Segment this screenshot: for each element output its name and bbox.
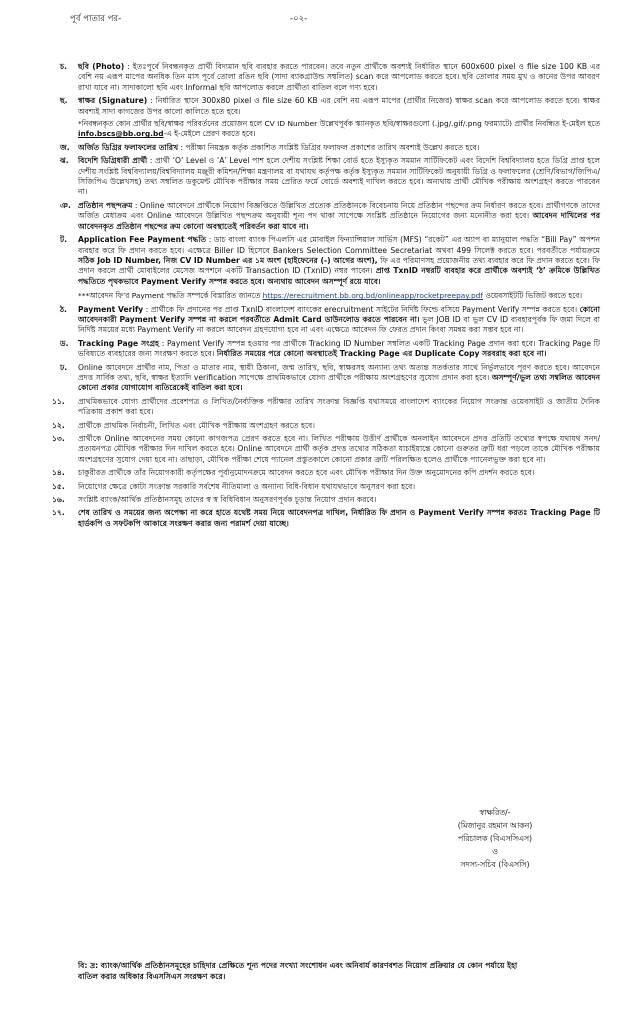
item-label: Application Fee Payment পদ্ধতি bbox=[78, 235, 207, 245]
item-marker: ঝ. bbox=[60, 156, 69, 166]
item-emphasis: আবেদন দাখিলের পর আবেদনকৃত প্রতিষ্ঠান পছন্দের ক্রম কোনো অবস্থাতেই পরিবর্তন করা যাবে না। bbox=[78, 211, 601, 231]
item-marker: ট. bbox=[60, 235, 68, 245]
item-label: স্বাক্ষর (Signature) bbox=[78, 96, 148, 106]
item-photo bbox=[52, 62, 600, 93]
item-marker: ছ. bbox=[60, 96, 68, 106]
item-documents bbox=[52, 434, 600, 465]
item-marker: ১৪. bbox=[52, 468, 65, 478]
signatory-title: পরিচালক (বিএসসিএস) bbox=[457, 834, 533, 843]
item-label: অর্জিত ডিগ্রির ফলাফলের তারিখ bbox=[78, 142, 179, 152]
item-text: : ডাচ বাংলা ব্যাংক পিএলসি এর মোবাইল ফিন্যান্সিয়াল সার্ভিস (MFS) “রকেট” এর অ্যাপ বা ম্যানুয়াল পদ্ধতি “Bill Pay” অপশন ব্যবহার করে ফি প্রদান করতে হবে। এক্ষেত্রে Biller ID হিসেবে Bankers Selection Committee Secretariat অথবা 499 সিলেক্ট করতে হবে। পরবর্তীতে পর্যায়ক্রমে bbox=[78, 235, 600, 255]
fee-payment-note bbox=[78, 291, 600, 301]
page-header bbox=[62, 12, 572, 26]
item-text: Online আবেদনে প্রার্থীর নাম, পিতা ও মাতার নাম, স্থায়ী ঠিকানা, জন্ম তারিখ, ছবি, স্বাক্ষরসহ অন্যান্য তথ্য অত্যন্ত সতর্কতার সাথে নির্ভুলভাবে পূরণ করতে হবে। আবেদনে প্রদত্ত সার্বিক তথ্য, ছবি, স্বাক্ষর ইত্যাদি verification সাপেক্ষে প্রাথমিকভাবে যোগ্য প্রার্থীকে পরীক্ষায় অংশগ্রহণের সুযোগ প্রদান করা হবে। bbox=[78, 362, 600, 382]
item-marker: ১৩. bbox=[52, 434, 65, 443]
signature-change-note bbox=[78, 119, 600, 140]
signed-label: স্বাক্ষরিত/- bbox=[479, 808, 511, 817]
item-fee-payment bbox=[52, 235, 600, 301]
item-admit-card bbox=[52, 397, 600, 418]
item-text: : Payment Verify সম্পন্ন হওয়ার পর প্রার্থীকে Tracking ID Number সম্বলিত একটি Tracking Page প্রদান করা হবে। Tracking Page টি ভবিষ্যতে ব্যবহারের জন্য সংরক্ষণ করতে হবে। bbox=[78, 338, 600, 359]
item-text: : নির্ধারিত স্থানে 300x80 pixel ও file size 60 KB এর বেশি নয় এরূপ মাপের (প্রার্থীর নিজের) স্বাক্ষর scan করে আপলোড করতে হবে। স্বাক্ষর অবশ্যই সাদা কাগজের উপর কালো কালিতে হতে হবে। bbox=[78, 96, 600, 116]
item-text: চাকুরীরত প্রার্থীকে তাঁর নিয়োগকারী কর্তৃপক্ষের পূর্বানুমোদনক্রমে আবেদন করতে হবে এবং মৌখিক পরীক্ষার দিন উক্ত অনুমোদনের কপি প্রদর্শন করতে হবে। bbox=[78, 468, 535, 478]
item-text: : প্রার্থীকে ফি প্রদানের পর প্রাপ্ত TxnID বাংলাদেশ ব্যাংকের erecruitment সাইটের নির্দিষ্ট ফিল্ডে বসিয়ে Payment Verify সম্পন্ন করতে হবে। bbox=[145, 304, 578, 314]
item-text-2: ভুল JOB ID বা ভুল CV ID ব্যবহারপূর্বক ফি জমা দিলে বা নির্দিষ্ট সময়ের মধ্যে Payment Verify না করলে আবেদন গ্রহণযোগ্য হবে না এবং এক্ষেত্রে আবেদন ফি ফেরত প্রদান কিংবা সমন্বয় করা সম্ভব হবে না। bbox=[78, 314, 600, 335]
item-text: নিয়োগের ক্ষেত্রে কোটা সংক্রান্ত সরকারি সর্বশেষ নীতিমালা ও অন্যান্য বিধি-বিধান যথাযথভাবে অনুসরণ করা হবে। bbox=[78, 481, 416, 491]
note-text-end: ওয়েবসাইটটি ভিজিট করতে হবে। bbox=[485, 291, 583, 301]
item-text: প্রার্থীকে Online আবেদনের সময় কোনো কাগজপত্র প্রেরণ করতে হবে না। লিখিত পরীক্ষায় উত্তীর্ণ প্রার্থীকে অনলাইন আবেদনে প্রদত্ত প্রতিটি তথ্যের স্বপক্ষে যথাযথ সনদ/প্রত্যয়নপত্র মৌখিক পরীক্ষার দিন দাখিল করতে হবে। Online আবেদনে প্রার্থী কর্তৃক প্রদত্ত তথ্যের সঠিকতা যাচাইয়ান্তে কোনো গুরুতর ত্রুটি ধরা পড়লে তাকে মৌখিক পরীক্ষায় অংশগ্রহণের সুযোগ দেয়া হবে না। তাছাড়া, মৌখিক পরীক্ষা শেষে প্যানেল প্রস্তুতকালে কোনো প্রকার ত্রুটি পরিলক্ষিত হলেও প্রার্থীকে প্যানেলভুক্ত করা হবে না। bbox=[78, 434, 600, 464]
signature-block bbox=[420, 806, 570, 871]
signatory-secretary: সদস্য-সচিব (বিএসসি) bbox=[460, 860, 530, 869]
item-employed-candidates bbox=[52, 468, 600, 478]
instruction-list bbox=[52, 62, 600, 532]
item-marker: চ. bbox=[60, 62, 67, 71]
item-text: প্রার্থীকে প্রাথমিক নির্বাচনী, লিখিত এবং মৌখিক পরীক্ষায় অংশগ্রহণ করতে হবে। bbox=[78, 420, 315, 430]
item-marker: ১২. bbox=[52, 420, 65, 430]
item-emphasis-2: প্রাপ্ত TxnID নম্বরটি ব্যবহার করে প্রার্থীকে অবশ্যই ‘ঠ’ ক্রমিকে উল্লিখিত পদ্ধতিতে পৃথকভাবে Payment Verify সম্পন্ন করতে হবে। অন্যথায় আবেদন অসম্পূর্ণ রয়ে যাবে। bbox=[78, 266, 600, 286]
item-marker: জ. bbox=[60, 142, 70, 152]
signatory-name: (মিজানুর রহমান আকন) bbox=[457, 821, 533, 830]
item-label: বিদেশি ডিগ্রিধারী প্রার্থী bbox=[78, 156, 148, 166]
item-marker: ড. bbox=[60, 338, 69, 348]
item-marker: ১৫. bbox=[52, 481, 65, 491]
item-marker: ঠ. bbox=[60, 304, 67, 314]
item-label: Tracking Page সংগ্রহ bbox=[78, 338, 160, 348]
email-link[interactable]: info.bscs@bb.org.bd bbox=[78, 129, 164, 139]
item-emphasis: শেষ তারিখ ও সময়ের জন্য অপেক্ষা না করে হাতে যথেষ্ট সময় নিয়ে আবেদনপত্র দাখিল, নির্ধারিত ফি প্রদান ও Payment Verify সম্পন্ন করতঃ Tracking Page টি হার্ডকপি ও সফটকপি আকারে সংরক্ষণ করার জন্য পরামর্শ দেয়া যাচ্ছে। bbox=[78, 508, 600, 528]
footnote: বি: দ্র: ব্যাংক/আর্থিক প্রতিষ্ঠানসমূহের চাহিদার প্রেক্ষিতে শূন্য পদের সংখ্যা সংশোধন এবং অনিবার্য কারণবশত নিয়োগ প্রক্রিয়ার যে কোন পর্যায়ে ইহা বাতিল করার অধিকার বিএসসিএস সংরক্ষণ করে। bbox=[78, 961, 518, 981]
page-number: -০২- bbox=[290, 14, 308, 24]
item-institution-preference bbox=[52, 201, 600, 232]
note-text-end: -এ ই-মেইলে প্রেরণ করতে হবে। bbox=[163, 129, 256, 139]
item-emphasis: কোনো আবেদনকারী Payment Verify সম্পন্ন না করলে পরবর্তীতে Admit Card ডাউনলোড করতে পারবেন না। bbox=[78, 304, 600, 324]
item-text: : প্রার্থী ‘O’ Level ও ‘A’ Level পাশ হলে দেশীয় সংশ্লিষ্ট শিক্ষা বোর্ড হতে ইস্যুকৃত সমমান সার্টিফিকেট এবং বিদেশি বিশ্ববিদ্যালয় হতে ডিগ্রি প্রাপ্ত হলে দেশীয় সংশ্লিষ্ট বিশ্ববিদ্যালয়/বিশ্ববিদ্যালয় মঞ্জুরী কমিশন/শিক্ষা মন্ত্রণালয় বা যথাযথ কর্তৃপক্ষ কর্তৃক ইস্যুকৃত সমমান সার্টিফিকেট অনুযায়ী ডিগ্রি ও ফলাফলের (শ্রেণি/বিভাগ/জিপিএ/সিজিপিএ উল্লেখসহ) তথ্য সম্বলিত ডকুমেন্ট মৌখিক পরীক্ষার সময় প্রেরিত ফর্মে বোর্ডে অবশ্যই দাখিল করতে হবে। অন্যথায় প্রার্থী মৌখিক পরীক্ষায় অংশগ্রহণ করতে পারবেন না। bbox=[78, 156, 600, 197]
item-text: : Online আবেদনে প্রার্থীকে নিয়োগ বিজ্ঞপ্তিতে উল্লিখিত প্রত্যেক প্রতিষ্ঠানকে বিবেচনায় নিয়ে প্রতিষ্ঠান পছন্দের ক্রম নির্ধারণ করতে হবে। প্রার্থীগণকে তাদের অর্জিত মেধাক্রম এবং Online আবেদনে উল্লিখিত পছন্দক্রম অনুযায়ী শূন্য পদ থাকা সাপেক্ষে সংশ্লিষ্ট প্রতিষ্ঠানে নিয়োগের জন্য মনোনীত করা হবে। bbox=[78, 200, 601, 221]
item-tracking-page bbox=[52, 339, 600, 360]
item-result-date bbox=[52, 143, 600, 153]
item-text: : ইতঃপূর্বে নিবন্ধনকৃত প্রার্থী বিদ্যমান ছবি ব্যবহার করতে পারবেন। তবে নতুন প্রার্থীকে অবশ্যই নির্ধারিত স্থানে 600x600 pixel ও file size 100 KB এর বেশি নয় এরূপ মাপের অনধিক তিন মাস পূর্বে তোলা রঙিন ছবি (সাদা ব্যাকগ্রাউন্ড সম্বলিত) scan করে আপলোড করতে হবে। ছবি তোলার সময় মুখ ও কানের উপর আবরণ রাখা যাবে না। সাদাকালো ছবি এবং Informal ছবি আপলোড করলে প্রার্থীতা বাতিল বলে গণ্য হবে। bbox=[78, 62, 600, 92]
item-marker: ঞ. bbox=[60, 200, 71, 210]
item-marker: ১৭. bbox=[52, 508, 65, 518]
item-label: Payment Verify bbox=[78, 304, 144, 314]
item-foreign-degree bbox=[52, 156, 600, 198]
item-text: প্রাথমিকভাবে যোগ্য প্রার্থীদের প্রবেশপত্র ও লিখিত/নৈর্ব্যক্তিক পরীক্ষার তারিখ সংক্রান্ত বিজ্ঞপ্তি যথাসময়ে বাংলাদেশ ব্যাংকের নিয়োগ সংক্রান্ত ওয়েবসাইট ও জাতীয় দৈনিক পত্রিকায় প্রকাশ করা হবে। bbox=[78, 396, 600, 417]
item-emphasis: সঠিক Job ID Number, নিজ CV ID Number এর ১ম অংশ (হাইফেনের (-) আগের অংশ), bbox=[78, 255, 378, 265]
note-text: *নিবন্ধনকৃত কোন প্রার্থীর ছবি/স্বাক্ষর পরিবর্তনের প্রয়োজন হলে CV ID Number উল্লেখপূর্বক স্ক্যানকৃত ছবি/স্বাক্ষরগুলো (.jpg/.gif/.png ফরম্যাটে) প্রার্থীর নিবন্ধিত ই-মেইল হতে bbox=[78, 119, 600, 129]
rocket-payment-link[interactable]: https://erecruitment.bb.org.bd/onlineapp/rocketpreepay.pdf bbox=[262, 291, 483, 301]
item-online-info bbox=[52, 363, 600, 394]
signatory-and: ও bbox=[492, 847, 498, 856]
item-text: : পরীক্ষা নিয়ন্ত্রক কর্তৃক প্রকাশিত সংশ্লিষ্ট ডিগ্রির ফলাফল প্রকাশের তারিখ অবশ্যই উল্লেখ করতে হবে। bbox=[180, 142, 480, 152]
item-deadline-advice bbox=[52, 508, 600, 529]
item-final-appointment bbox=[52, 495, 600, 505]
item-marker: ঢ. bbox=[60, 362, 68, 372]
item-label: ছবি (Photo) bbox=[78, 62, 125, 71]
item-emphasis: অসম্পূর্ণ/ভুল তথ্য সম্বলিত আবেদন কোনো প্রকার যোগাযোগ ব্যতিরেকেই বাতিল করা হবে। bbox=[78, 372, 600, 393]
item-marker: ১১. bbox=[52, 396, 65, 406]
item-label: প্রতিষ্ঠান পছন্দক্রম bbox=[78, 200, 133, 210]
item-text: সংশ্লিষ্ট ব্যাংক/আর্থিক প্রতিষ্ঠানসমূহ তাদের স্ব স্ব বিধিবিধান অনুসরণপূর্বক চূড়ান্ত নিয়োগ প্রদান করবে। bbox=[78, 495, 377, 505]
continued-from-previous: পূর্ব পাতার পর- bbox=[70, 14, 122, 24]
item-signature bbox=[52, 96, 600, 140]
item-emphasis: নির্ধারিত সময়ের পরে কোনো অবস্থাতেই Tracking Page এর Duplicate Copy সরবরাহ করা হবে না। bbox=[216, 349, 547, 359]
note-text: ***আবেদন ফি’র Payment পদ্ধতি সম্পর্কে বিস্তারিত জানতে bbox=[78, 291, 261, 301]
item-marker: ১৬. bbox=[52, 495, 65, 505]
item-text-2: ফি এর পরিমাণসহ প্রয়োজনীয় তথ্য ব্যবহার করে ফি প্রদান করতে হবে। ফি প্রদান করলে প্রার্থী মোবাইলের মেসেজ অপশনে একটি Transaction ID (TxnID) নম্বর পাবেন। bbox=[78, 255, 601, 276]
item-quota bbox=[52, 482, 600, 492]
item-payment-verify bbox=[52, 305, 600, 336]
item-exams bbox=[52, 421, 600, 431]
